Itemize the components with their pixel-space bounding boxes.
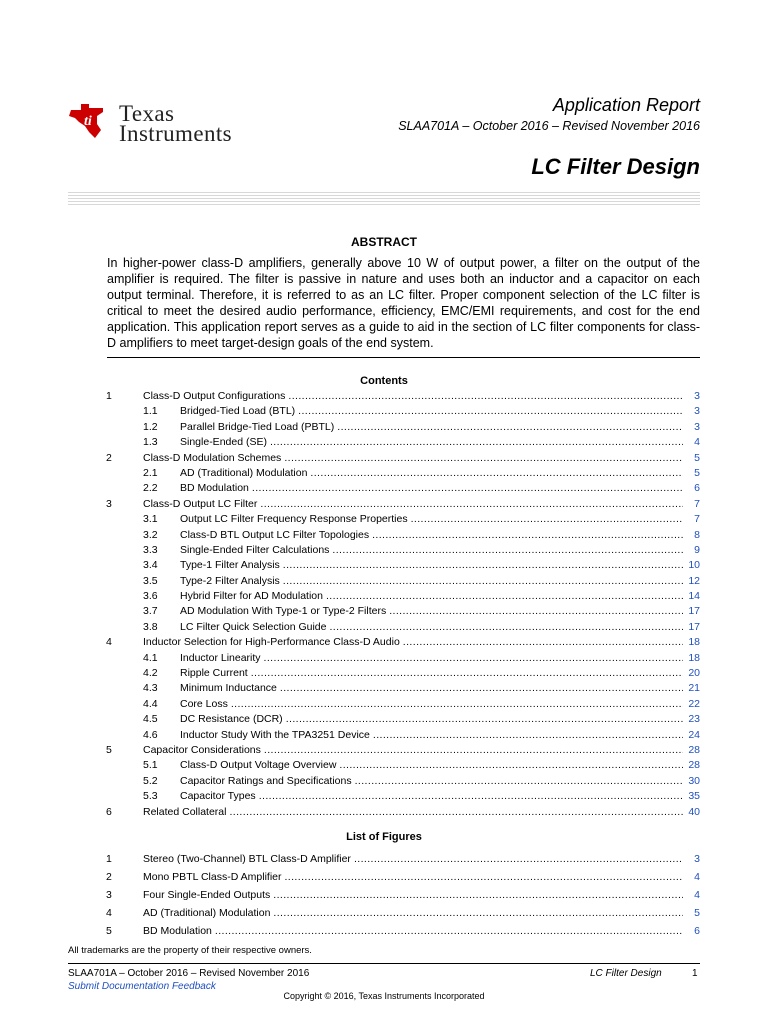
toc-entry-page-link[interactable]: 9: [694, 543, 700, 556]
toc-entry-number: 3.3: [143, 543, 158, 556]
toc-entry-page-link[interactable]: 3: [694, 390, 700, 402]
toc-entry-number: 6: [106, 805, 112, 818]
toc-entry-label: Output LC Filter Frequency Response Properties: [180, 513, 408, 526]
figure-entry[interactable]: [0, 922, 768, 940]
toc-entry[interactable]: [0, 574, 768, 589]
toc-entry-body: [180, 404, 700, 419]
toc-entry-number: 3.8: [143, 620, 158, 633]
toc-leader-dots: [298, 404, 683, 419]
feedback-link[interactable]: Submit Documentation Feedback: [68, 981, 216, 992]
toc-entry-page-link[interactable]: 35: [688, 790, 700, 803]
toc-leader-dots: [264, 743, 683, 758]
toc-entry-page-link[interactable]: 6: [694, 482, 700, 495]
ti-logo-icon: [67, 100, 111, 140]
toc-entry-number: 4.3: [143, 682, 158, 695]
svg-text:ti: ti: [84, 114, 92, 129]
toc-entry-page-link[interactable]: 22: [688, 697, 700, 710]
toc-entry-body: [180, 758, 700, 773]
copyright: Copyright © 2016, Texas Instruments Incorporated: [283, 991, 485, 1001]
toc-leader-dots: [283, 558, 683, 573]
toc-leader-dots: [411, 512, 683, 527]
toc-entry-label: Ripple Current: [180, 667, 248, 680]
toc-entry-body: [143, 805, 700, 820]
page-title: LC Filter Design: [531, 154, 700, 179]
toc-entry-label: Type-2 Filter Analysis: [180, 574, 280, 587]
figure-leader-dots: [273, 904, 683, 922]
toc-entry-body: [143, 497, 700, 512]
toc-entry-number: 2.2: [143, 482, 158, 495]
figure-entry-label: Stereo (Two-Channel) BTL Class-D Amplifier: [143, 853, 351, 865]
toc-entry-page-link[interactable]: 20: [688, 667, 700, 680]
figure-entry-label: Four Single-Ended Outputs: [143, 889, 271, 901]
logo-wordmark-line1: Texas: [119, 101, 175, 126]
toc-entry-label: Related Collateral: [143, 805, 227, 818]
figure-entry[interactable]: [0, 850, 768, 868]
toc-entry[interactable]: [0, 604, 768, 619]
table-of-contents: [0, 389, 768, 820]
toc-leader-dots: [286, 712, 683, 727]
toc-entry[interactable]: [0, 389, 768, 404]
toc-entry[interactable]: [0, 404, 768, 419]
toc-entry-page-link[interactable]: 18: [688, 636, 700, 649]
toc-entry-label: Class-D BTL Output LC Filter Topologies: [180, 528, 370, 541]
toc-entry-number: 1: [106, 390, 112, 402]
toc-entry-label: Inductor Selection for High-Performance Class-D Audio: [143, 636, 400, 649]
toc-entry[interactable]: [0, 651, 768, 666]
figure-entry-body: [143, 922, 700, 940]
toc-entry-body: [180, 435, 700, 450]
toc-entry-page-link[interactable]: 12: [688, 574, 700, 587]
figure-leader-dots: [354, 850, 683, 868]
toc-leader-dots: [283, 574, 683, 589]
toc-entry-body: [143, 389, 700, 404]
toc-entry-label: Capacitor Ratings and Specifications: [180, 774, 352, 787]
toc-entry-page-link[interactable]: 3: [694, 420, 700, 433]
toc-leader-dots: [373, 728, 683, 743]
toc-entry[interactable]: [0, 805, 768, 820]
toc-entry-body: [143, 451, 700, 466]
toc-leader-dots: [332, 543, 683, 558]
toc-entry[interactable]: [0, 589, 768, 604]
toc-entry[interactable]: [0, 789, 768, 804]
figure-entry-body: [143, 850, 700, 868]
toc-entry-number: 4.1: [143, 651, 158, 664]
toc-entry-label: Class-D Output Voltage Overview: [180, 759, 337, 772]
footer-page-number: 1: [692, 968, 698, 979]
footer-divider: [68, 963, 700, 964]
toc-entry-body: [180, 681, 700, 696]
figure-leader-dots: [284, 868, 683, 886]
toc-entry-number: 4.6: [143, 728, 158, 741]
toc-entry-body: [180, 574, 700, 589]
toc-entry-page-link[interactable]: 30: [688, 774, 700, 787]
toc-entry-number: 4: [106, 636, 112, 649]
toc-entry[interactable]: [0, 512, 768, 527]
toc-entry[interactable]: [0, 420, 768, 435]
figure-leader-dots: [215, 922, 683, 940]
toc-entry-body: [180, 543, 700, 558]
toc-entry-number: 3.7: [143, 605, 158, 618]
toc-entry[interactable]: [0, 743, 768, 758]
toc-entry-number: 3.5: [143, 574, 158, 587]
contents-heading: Contents: [360, 375, 408, 387]
toc-entry-label: Single-Ended Filter Calculations: [180, 543, 330, 556]
title-divider: [68, 192, 700, 206]
document-id: SLAA701A – October 2016 – Revised November 2016: [398, 119, 700, 133]
abstract-text: In higher-power class-D amplifiers, generally above 10 W of output power, a filter on the output of the amplifier is required. The filter is passive in nature and uses both an inductor and a capacitor on each output terminal. Therefore, it is referred to as an LC filter. Proper component selection of the LC filter is critical to meet the desired audio performance, efficiency, EMC/EMI requirements, and cost for the end application. This application report serves as a guide to aid in the section of LC filter components for class-D amplifiers to meet target-design goals of the end system.: [107, 256, 700, 350]
toc-entry-body: [180, 697, 700, 712]
toc-entry-number: 5.2: [143, 774, 158, 787]
toc-leader-dots: [284, 451, 683, 466]
toc-leader-dots: [355, 774, 683, 789]
toc-entry-number: 1.2: [143, 420, 158, 433]
logo-wordmark-line2: Instruments: [119, 121, 232, 146]
toc-entry-body: [180, 604, 700, 619]
toc-entry-page-link[interactable]: 28: [688, 743, 700, 756]
toc-entry-label: Class-D Output Configurations: [143, 390, 286, 402]
toc-entry-number: 5.3: [143, 790, 158, 803]
toc-entry-page-link[interactable]: 28: [688, 759, 700, 772]
toc-leader-dots: [372, 528, 683, 543]
toc-leader-dots: [329, 620, 683, 635]
toc-entry-page-link[interactable]: 18: [688, 651, 700, 664]
toc-leader-dots: [280, 681, 683, 696]
toc-entry-page-link[interactable]: 8: [694, 528, 700, 541]
toc-entry-page-link[interactable]: 40: [688, 805, 700, 818]
toc-entry[interactable]: [0, 497, 768, 512]
toc-entry-page-link[interactable]: 5: [694, 451, 700, 464]
toc-entry-body: [180, 420, 700, 435]
toc-entry-page-link[interactable]: 17: [688, 620, 700, 633]
toc-entry[interactable]: [0, 481, 768, 496]
figure-entry-body: [143, 868, 700, 886]
toc-entry-number: 3.4: [143, 559, 158, 572]
ti-logo[interactable]: [67, 98, 267, 148]
toc-entry[interactable]: [0, 466, 768, 481]
toc-entry-body: [180, 651, 700, 666]
toc-entry[interactable]: [0, 774, 768, 789]
toc-entry[interactable]: [0, 528, 768, 543]
toc-entry-label: AD Modulation With Type-1 or Type-2 Filters: [180, 605, 387, 618]
toc-entry-body: [180, 558, 700, 573]
toc-leader-dots: [259, 789, 683, 804]
toc-entry[interactable]: [0, 635, 768, 650]
toc-entry-page-link[interactable]: 21: [688, 682, 700, 695]
toc-entry-number: 2: [106, 451, 112, 464]
toc-leader-dots: [260, 497, 683, 512]
toc-entry[interactable]: [0, 558, 768, 573]
figure-entry-number: 5: [106, 925, 112, 937]
toc-entry-body: [180, 481, 700, 496]
figure-entry-page-link[interactable]: 5: [694, 907, 700, 919]
toc-entry-body: [180, 666, 700, 681]
toc-entry-number: 5: [106, 743, 112, 756]
toc-entry-label: Capacitor Considerations: [143, 743, 261, 756]
figure-entry[interactable]: [0, 904, 768, 922]
toc-entry-number: 3.2: [143, 528, 158, 541]
toc-entry-label: Bridged-Tied Load (BTL): [180, 405, 296, 418]
toc-entry-number: 1.1: [143, 405, 158, 418]
toc-leader-dots: [337, 420, 683, 435]
toc-entry-label: Class-D Modulation Schemes: [143, 451, 282, 464]
toc-entry-body: [180, 712, 700, 727]
toc-entry-number: 5.1: [143, 759, 158, 772]
figure-entry-number: 4: [106, 907, 112, 919]
figure-leader-dots: [273, 886, 683, 904]
toc-entry-label: Hybrid Filter for AD Modulation: [180, 590, 323, 603]
toc-leader-dots: [251, 666, 683, 681]
abstract-heading: ABSTRACT: [351, 235, 417, 249]
toc-leader-dots: [270, 435, 683, 450]
list-of-figures: [0, 850, 768, 940]
toc-entry-number: 3.1: [143, 513, 158, 526]
toc-leader-dots: [326, 589, 683, 604]
figures-heading: List of Figures: [346, 831, 422, 843]
figure-entry-page-link[interactable]: 6: [694, 925, 700, 937]
toc-entry-body: [180, 589, 700, 604]
toc-entry-body: [180, 512, 700, 527]
toc-entry-label: Parallel Bridge-Tied Load (PBTL): [180, 420, 335, 433]
figure-entry-number: 3: [106, 889, 112, 901]
figure-entry-body: [143, 886, 700, 904]
toc-entry-page-link[interactable]: 7: [694, 497, 700, 510]
figure-entry-number: 1: [106, 853, 112, 865]
toc-entry-number: 2.1: [143, 466, 158, 479]
figure-entry-label: Mono PBTL Class-D Amplifier: [143, 871, 282, 883]
toc-entry-label: Inductor Study With the TPA3251 Device: [180, 728, 370, 741]
toc-entry-page-link[interactable]: 23: [688, 713, 700, 726]
toc-leader-dots: [310, 466, 683, 481]
toc-entry-body: [180, 728, 700, 743]
figure-entry-page-link[interactable]: 4: [694, 871, 700, 883]
toc-entry[interactable]: [0, 728, 768, 743]
toc-entry-label: Inductor Linearity: [180, 651, 261, 664]
toc-leader-dots: [264, 651, 683, 666]
toc-entry-page-link[interactable]: 14: [688, 590, 700, 603]
figure-entry[interactable]: [0, 886, 768, 904]
toc-entry-number: 4.4: [143, 697, 158, 710]
toc-entry-page-link[interactable]: 7: [694, 513, 700, 526]
figure-entry-label: AD (Traditional) Modulation: [143, 907, 271, 919]
toc-entry-body: [143, 743, 700, 758]
figure-entry-number: 2: [106, 871, 112, 883]
toc-entry-page-link[interactable]: 3: [694, 405, 700, 418]
toc-entry[interactable]: [0, 666, 768, 681]
figure-entry-label: BD Modulation: [143, 925, 212, 937]
toc-leader-dots: [252, 481, 683, 496]
toc-entry-page-link[interactable]: 4: [694, 436, 700, 449]
toc-entry[interactable]: [0, 451, 768, 466]
toc-entry[interactable]: [0, 543, 768, 558]
toc-entry-number: 4.5: [143, 713, 158, 726]
figure-entry[interactable]: [0, 868, 768, 886]
toc-leader-dots: [403, 635, 683, 650]
toc-entry-number: 3: [106, 497, 112, 510]
toc-entry-page-link[interactable]: 5: [694, 466, 700, 479]
figure-entry-body: [143, 904, 700, 922]
toc-entry[interactable]: [0, 620, 768, 635]
toc-leader-dots: [229, 805, 683, 820]
toc-entry-page-link[interactable]: 10: [688, 559, 700, 572]
toc-entry-page-link[interactable]: 17: [688, 605, 700, 618]
figure-entry-page-link[interactable]: 4: [694, 889, 700, 901]
toc-entry-label: Core Loss: [180, 697, 228, 710]
toc-entry-label: AD (Traditional) Modulation: [180, 466, 308, 479]
toc-entry-label: Type-1 Filter Analysis: [180, 559, 280, 572]
toc-entry-body: [180, 789, 700, 804]
footer-title: LC Filter Design: [590, 968, 662, 979]
toc-entry-body: [180, 528, 700, 543]
toc-entry-body: [180, 466, 700, 481]
toc-entry[interactable]: [0, 681, 768, 696]
toc-entry-label: Single-Ended (SE): [180, 436, 267, 449]
trademark-note: All trademarks are the property of their respective owners.: [68, 945, 312, 956]
toc-leader-dots: [389, 604, 683, 619]
abstract-divider: [107, 357, 700, 358]
toc-entry-number: 3.6: [143, 590, 158, 603]
toc-entry[interactable]: [0, 758, 768, 773]
toc-entry-body: [143, 635, 700, 650]
figure-entry-page-link[interactable]: 3: [694, 853, 700, 865]
toc-entry[interactable]: [0, 697, 768, 712]
toc-entry-label: DC Resistance (DCR): [180, 713, 283, 726]
toc-entry-page-link[interactable]: 24: [688, 728, 700, 741]
toc-leader-dots: [288, 389, 683, 404]
toc-entry-label: BD Modulation: [180, 482, 249, 495]
toc-entry-number: 4.2: [143, 667, 158, 680]
toc-entry-label: LC Filter Quick Selection Guide: [180, 620, 327, 633]
toc-leader-dots: [339, 758, 683, 773]
footer-doc-id: SLAA701A – October 2016 – Revised November 2016: [68, 968, 310, 979]
toc-entry-label: Minimum Inductance: [180, 682, 277, 695]
toc-entry-body: [180, 774, 700, 789]
toc-entry-label: Capacitor Types: [180, 790, 256, 803]
toc-entry[interactable]: [0, 712, 768, 727]
document-type: Application Report: [552, 95, 700, 115]
toc-entry[interactable]: [0, 435, 768, 450]
toc-leader-dots: [231, 697, 683, 712]
toc-entry-number: 1.3: [143, 436, 158, 449]
toc-entry-body: [180, 620, 700, 635]
toc-entry-label: Class-D Output LC Filter: [143, 497, 258, 510]
